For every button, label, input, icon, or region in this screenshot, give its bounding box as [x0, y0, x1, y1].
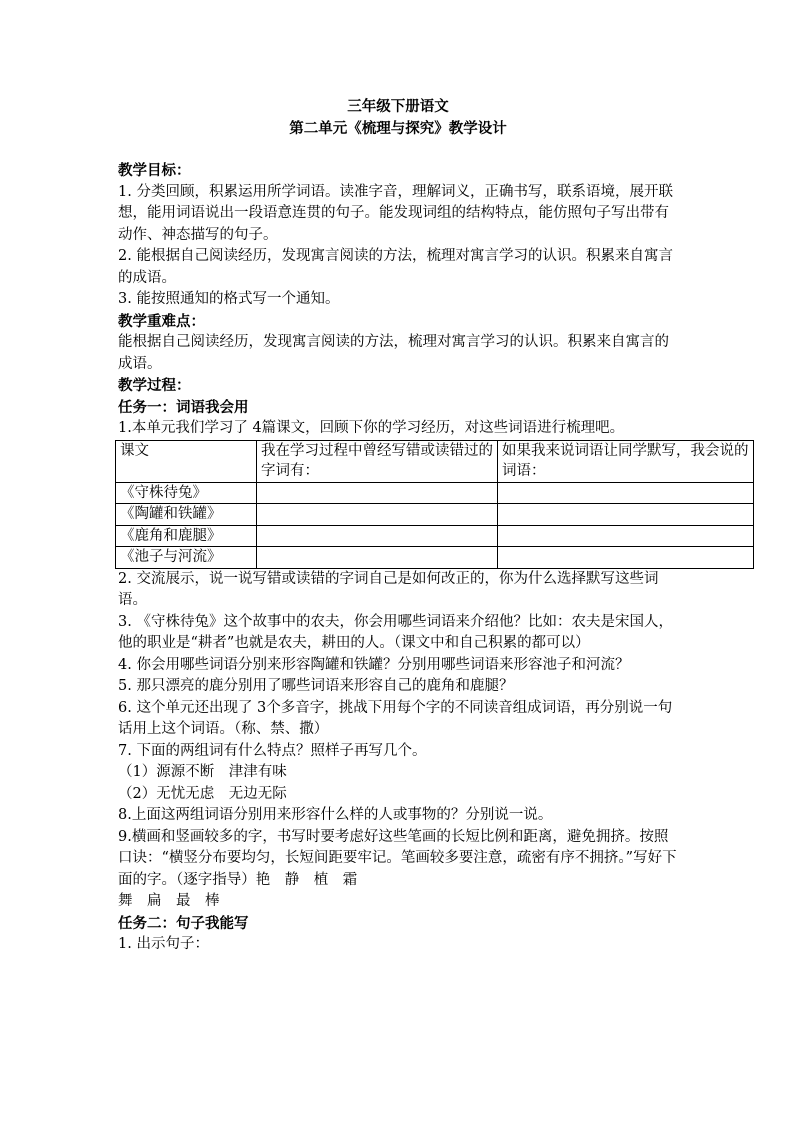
task1-item: 6. 这个单元还出现了 3个多音字，挑战下用每个字的不同读音组成词语，再分别说一句话用上这个词语。（称、禁、撒）	[118, 699, 673, 737]
task1-item: 4. 你会用哪些词语分别来形容陶罐和铁罐？分别用哪些词语来形容池子和河流？	[118, 656, 630, 673]
spacer	[118, 139, 678, 160]
lesson-name-cell: 《池子与河流》	[116, 547, 257, 569]
process-heading: 教学过程：	[118, 377, 191, 394]
task1-item: 2. 交流展示，说一说写错或读错的字词自己是如何改正的，你为什么选择默写这些词语。	[118, 570, 659, 608]
lesson-name-cell: 《鹿角和鹿腿》	[116, 525, 257, 547]
table-row	[116, 525, 754, 547]
table-header-cell: 如果我来说词语让同学默写，我会说的词语：	[498, 440, 754, 482]
objectives-heading: 教学目标：	[118, 162, 191, 179]
objective-item: 1. 分类回顾，积累运用所学词语。读准字音，理解词义，正确书写，联系语境，展开联想，能用词语说出一段语意连贯的句子。能发现词组的结构特点，能仿照句子写出带有动作、神态描写的句子。	[118, 183, 673, 243]
task2-heading: 任务二：句子我能写	[118, 914, 249, 932]
lesson-name-cell: 《守株待兔》	[116, 482, 257, 504]
table-row	[116, 482, 754, 504]
table-header-cell: 我在学习过程中曾经写错或读错过的字词有：	[257, 440, 498, 482]
empty-cell[interactable]	[257, 525, 498, 547]
table-row	[116, 547, 754, 569]
table-header-row	[116, 440, 754, 482]
empty-cell[interactable]	[257, 504, 498, 526]
word-group-example: （1）源源不断 津津有味	[118, 764, 287, 780]
key-points-heading: 教学重难点：	[118, 312, 205, 330]
table-row	[116, 504, 754, 526]
task1-item: 9.横画和竖画较多的字，书写时要考虑好这些笔画的长短比例和距离，避免拥挤。按照口诀：“横竖分布要均匀，长短间距要牢记。笔画较多要注意，疏密有序不拥挤。”写好下面的字。（逐字指导）艳 静 植 霜	[118, 828, 677, 888]
lesson-name-cell: 《陶罐和铁罐》	[116, 504, 257, 526]
document-title-line-2: 第二单元《梳理与探究》教学设计	[289, 119, 507, 137]
empty-cell[interactable]	[498, 547, 754, 569]
empty-cell[interactable]	[257, 547, 498, 569]
task1-item: 3. 《守株待兔》这个故事中的农夫，你会用哪些词语来介绍他？比如：农夫是宋国人，他的职业是“耕者”也就是农夫，耕田的人。（课文中和自己积累的都可以）	[118, 613, 673, 651]
empty-cell[interactable]	[498, 525, 754, 547]
document-page	[118, 96, 749, 956]
objective-item: 3. 能按照通知的格式写一个通知。	[118, 291, 340, 307]
practice-characters: 舞 扁 最 棒	[118, 893, 220, 909]
objective-item: 2. 能根据自己阅读经历，发现寓言阅读的方法，梳理对寓言学习的认识。积累来自寓言的成语。	[118, 248, 673, 286]
word-group-example: （2）无忧无虑 无边无际	[118, 785, 287, 802]
document-title-line-1: 三年级下册语文	[347, 98, 449, 115]
key-points-text: 能根据自己阅读经历，发现寓言阅读的方法，梳理对寓言学习的认识。积累来自寓言的成语。	[118, 334, 669, 372]
empty-cell[interactable]	[498, 504, 754, 526]
empty-cell[interactable]	[257, 482, 498, 504]
empty-cell[interactable]	[498, 482, 754, 504]
task1-item: 5. 那只漂亮的鹿分别用了哪些词语来形容自己的鹿角和鹿腿？	[118, 678, 514, 694]
task1-item: 7. 下面的两组词有什么特点？照样子再写几个。	[118, 742, 427, 759]
task1-item: 8.上面这两组词语分别用来形容什么样的人或事物的？分别说一说。	[118, 807, 553, 823]
task1-intro: 1.本单元我们学习了 4篇课文，回顾下你的学习经历，对这些词语进行梳理吧。	[118, 420, 625, 436]
table-header-cell: 课文	[116, 440, 257, 482]
word-review-table	[115, 440, 754, 569]
task1-heading: 任务一：词语我会用	[118, 398, 249, 416]
task2-item: 1. 出示句子：	[118, 936, 209, 952]
